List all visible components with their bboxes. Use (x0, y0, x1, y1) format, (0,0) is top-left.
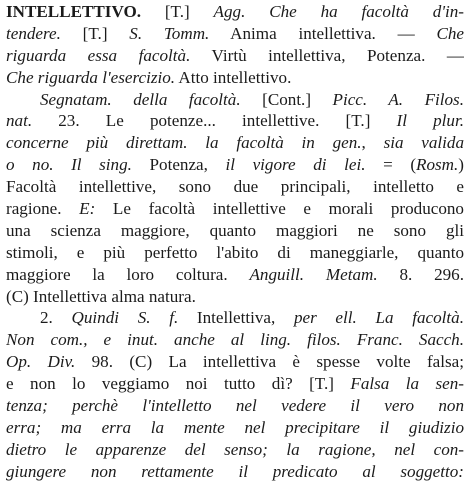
text-run: E: (79, 199, 96, 219)
text-line (6, 264, 464, 286)
text-run: stimoli, e più perfetto l'abito di maneggiarle, quanto (6, 242, 464, 262)
text-run: Virtù intellettiva, Potenza. — (190, 45, 464, 65)
text-run: Il plur. (396, 111, 464, 131)
text-line (6, 351, 464, 373)
text-run: riguarda essa facoltà. (6, 45, 191, 65)
text-run: Falsa la sen- (350, 374, 464, 394)
text-run: Che riguarda l'esercizio. (6, 67, 176, 87)
text-run: (C) Intellettiva alma natura. (6, 286, 196, 306)
text-run: 23. Le potenze... intellettive. [T.] (32, 111, 397, 131)
text-run: sia valida (383, 133, 464, 153)
text-run: nat. (6, 111, 33, 131)
text-run: ragione. (6, 199, 80, 219)
text-line (6, 198, 464, 220)
text-line (6, 67, 464, 89)
text-run: , (361, 133, 384, 153)
text-line (6, 417, 464, 439)
text-run: Intellettiva, (178, 308, 294, 328)
text-run: giungere non rettamente il predicato al soggetto: (6, 461, 464, 481)
text-run: concerne più direttam. la facoltà in gen. (6, 133, 362, 153)
text-run: Facoltà intellettive, sono due principali, intelletto e (6, 177, 464, 197)
text-run: [T.] (141, 2, 214, 21)
text-run: 2. (40, 308, 72, 328)
text-line (6, 373, 464, 395)
text-line (6, 395, 464, 417)
dictionary-entry (6, 1, 464, 483)
text-run: INTELLETTIVO. (6, 2, 142, 21)
text-run: 98. (C) La intellettiva è spesse volte falsa; (75, 352, 464, 372)
text-line (6, 286, 464, 308)
text-run: S. Tomm. (129, 23, 210, 43)
text-run: tenza; perchè l'intelletto nel vedere il vero non (6, 396, 464, 416)
text-run: Anima intellettiva. — (209, 23, 437, 43)
text-run: tendere. (6, 23, 61, 43)
text-line (6, 132, 464, 154)
text-run: erra; ma erra la mente nel precipitare il giudizio (6, 417, 464, 437)
text-run: Agg. Che ha facoltà d'in- (213, 2, 464, 21)
text-line (6, 307, 464, 329)
text-run: Op. Div. (6, 352, 76, 372)
text-run: Segnatam. della facoltà. (40, 89, 241, 109)
text-line (6, 1, 464, 23)
text-run: [Cont.] (240, 89, 333, 109)
text-line (6, 89, 464, 111)
text-run: Quindi S. f. (71, 308, 179, 328)
text-run: ) (458, 155, 464, 175)
text-line (6, 220, 464, 242)
text-line (6, 110, 464, 132)
text-run: Picc. A. Filos. (332, 89, 464, 109)
text-run: Potenza, (131, 155, 226, 175)
text-line (6, 439, 464, 461)
text-run: maggiore la loro coltura. (6, 264, 250, 284)
text-run: Anguill. Metam. (249, 264, 378, 284)
text-run: Non com., e inut. anche al ling. filos. Franc. Sacch. (6, 330, 464, 350)
text-run: Atto intellettivo. (175, 67, 292, 87)
text-run: una scienza maggiore, quanto maggiori ne sono gli (6, 220, 464, 240)
text-run: Rosm. (416, 155, 459, 175)
text-run: = ( (365, 155, 417, 175)
text-line (6, 329, 464, 351)
text-run: 8. 296. (377, 264, 464, 284)
text-line (6, 176, 464, 198)
text-run: dietro le apparenze del senso; la ragione, nel con- (6, 439, 464, 459)
text-run: Le facoltà intellettive e morali producono (95, 199, 464, 219)
text-run: e non lo veggiamo noi tutto dì? [T.] (6, 374, 351, 394)
text-run: o no. Il sing. (6, 155, 132, 175)
text-run: [T.] (60, 23, 130, 43)
text-run: per ell. La facoltà. (293, 308, 464, 328)
text-line (6, 154, 464, 176)
text-run: Che (436, 23, 464, 43)
text-line (6, 45, 464, 67)
text-run: il vigore di lei. (225, 155, 366, 175)
text-line (6, 242, 464, 264)
text-line (6, 23, 464, 45)
